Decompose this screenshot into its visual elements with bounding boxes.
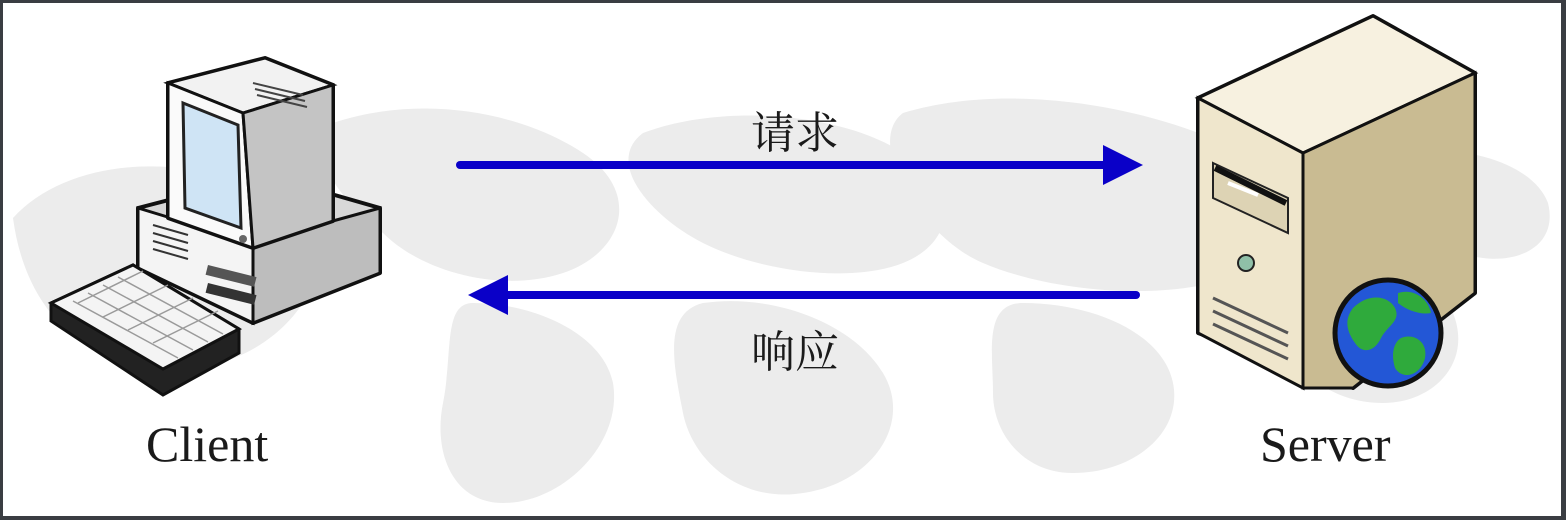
globe-icon bbox=[1335, 280, 1441, 386]
diagram-canvas bbox=[3, 3, 1561, 516]
response-label: 响应 bbox=[751, 327, 839, 378]
client-label: Client bbox=[146, 416, 269, 472]
server-label: Server bbox=[1260, 416, 1391, 472]
request-label: 请求 bbox=[751, 108, 839, 159]
